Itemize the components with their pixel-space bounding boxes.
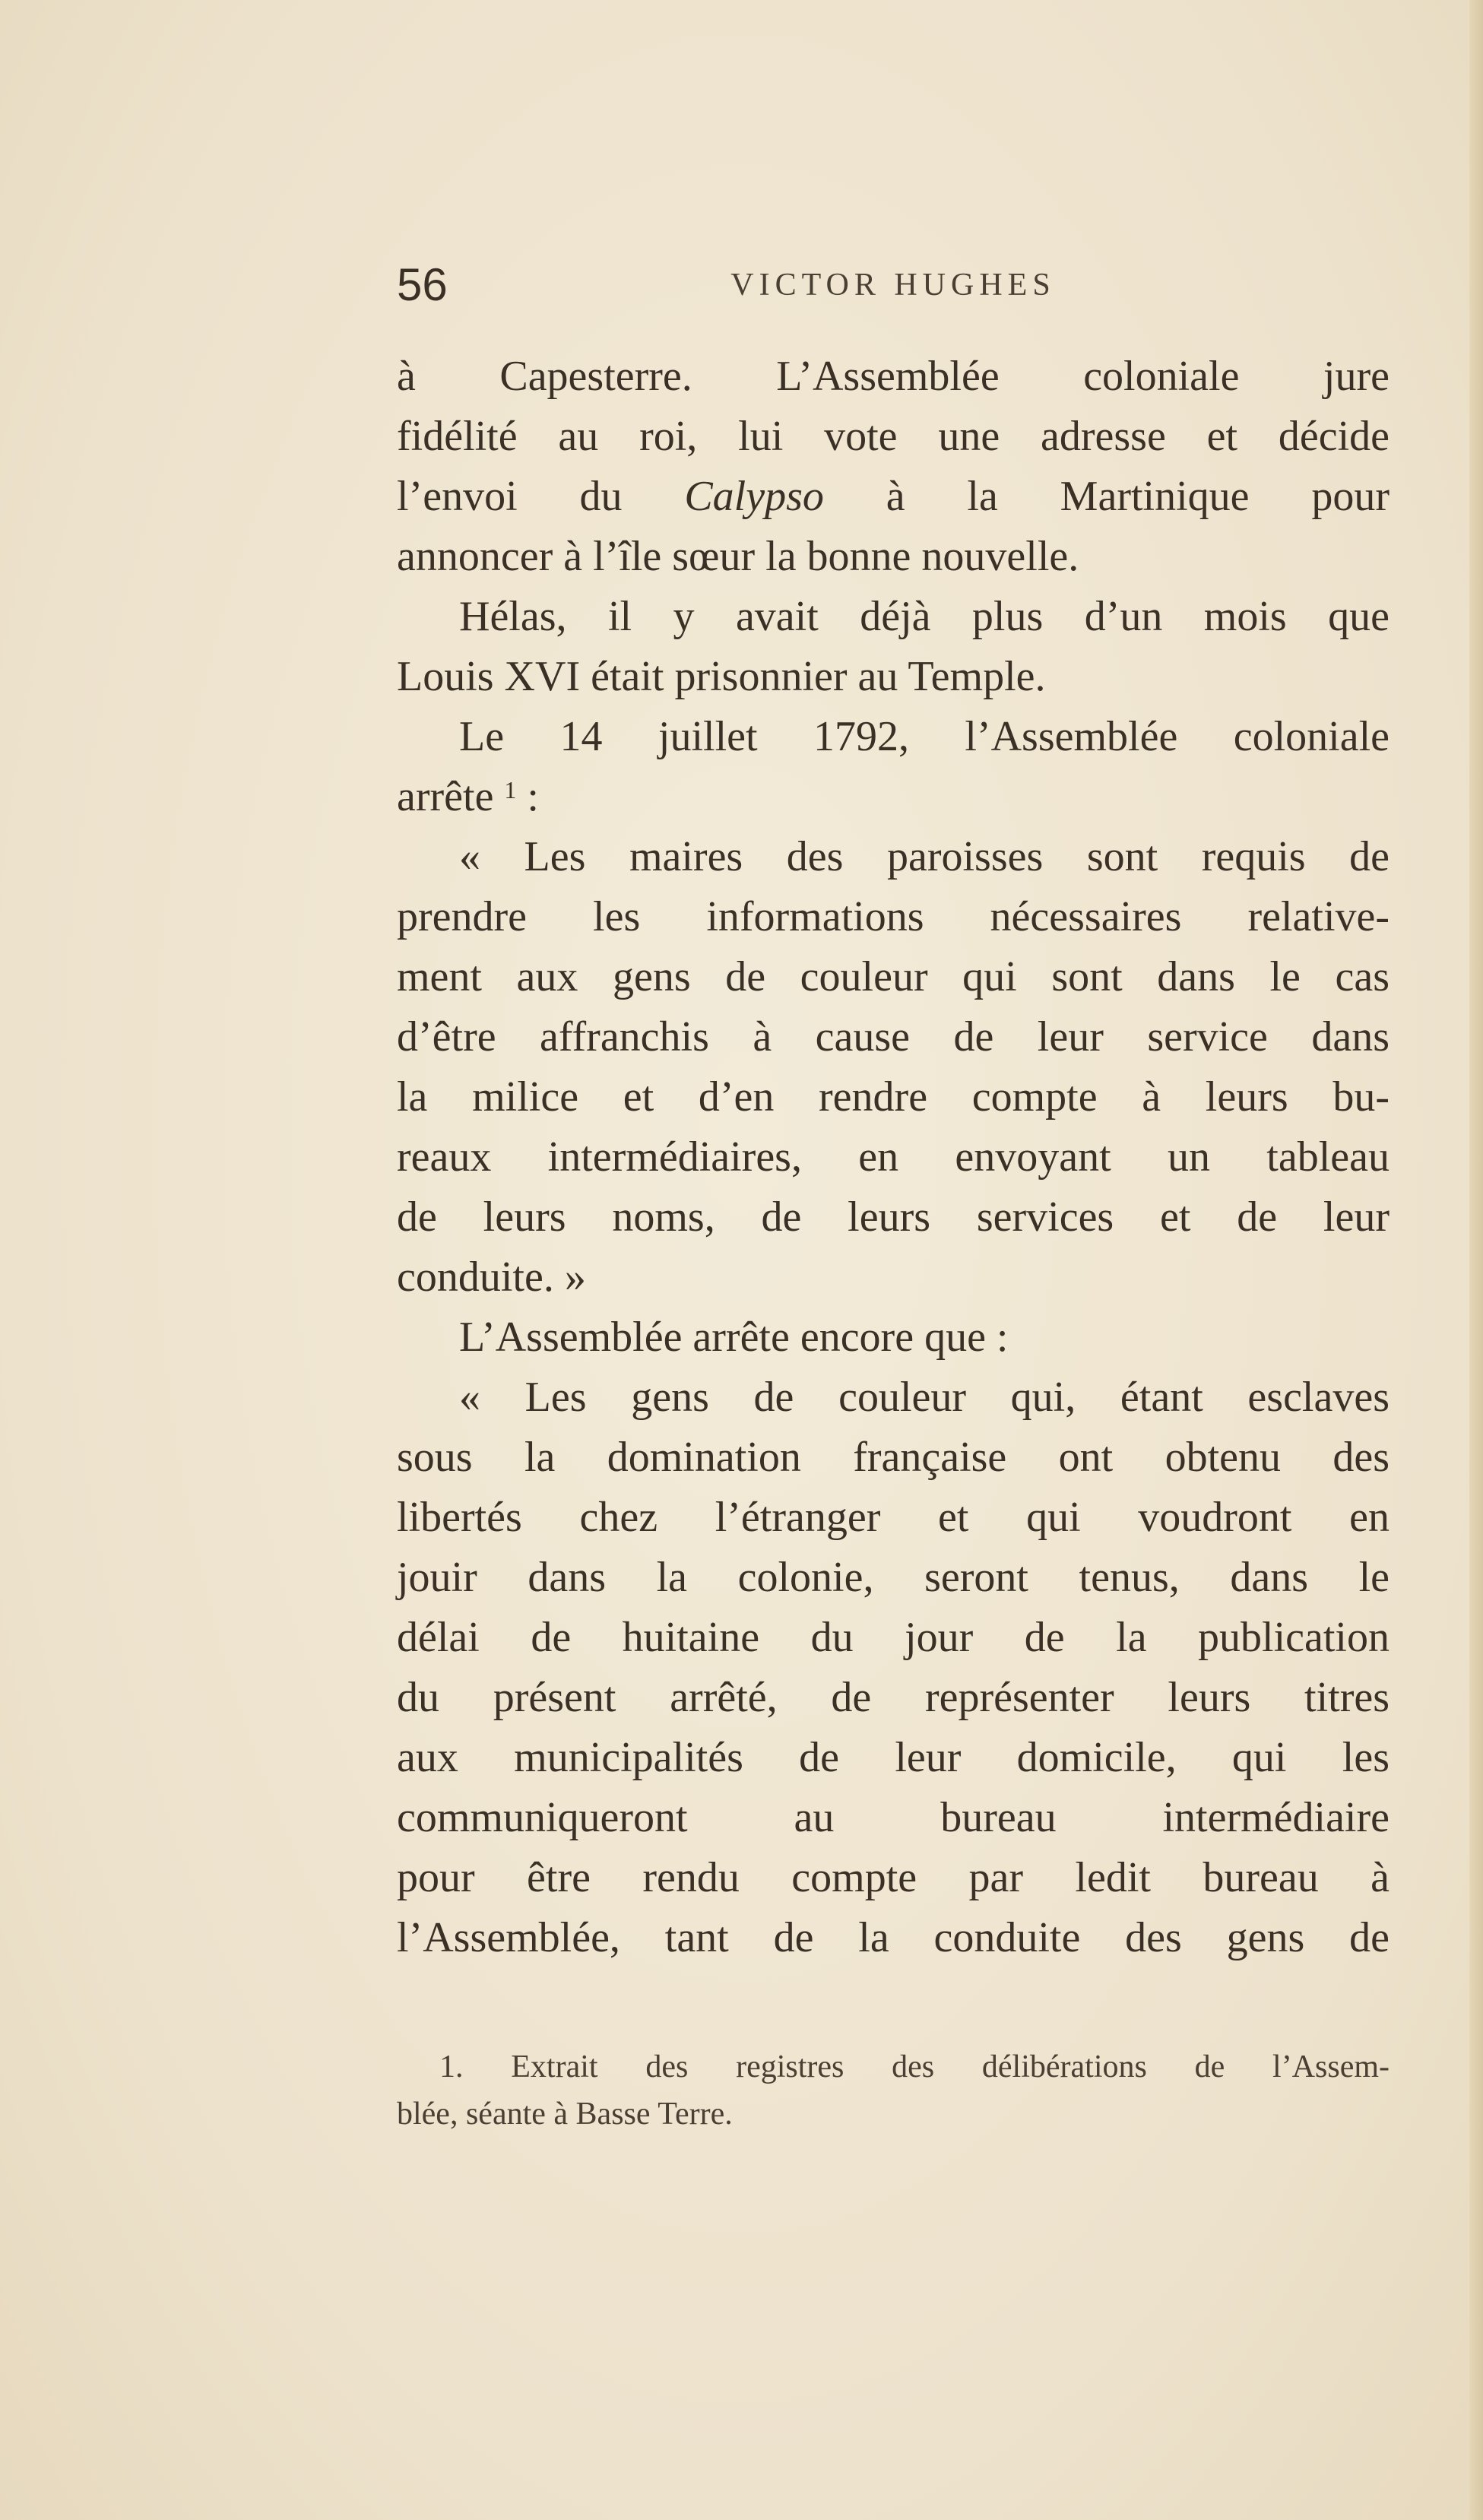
text-line: la milice et d’en rendre compte à leurs bu- xyxy=(397,1073,1390,1121)
text-line xyxy=(397,767,1390,827)
text-span: à la Martinique pour xyxy=(823,473,1390,520)
text-line: prendre les informations nécessaires relative- xyxy=(397,893,1390,940)
text-line: d’être affranchis à cause de leur service dans xyxy=(397,1013,1390,1060)
text-line: délai de huitaine du jour de la publication xyxy=(397,1614,1390,1661)
text-line: à Capesterre. L’Assemblée coloniale jure xyxy=(397,353,1390,400)
text-line: pour être rendu compte par ledit bureau à xyxy=(397,1854,1390,1901)
footnote-line: 1. Extrait des registres des délibérations de l’Assem- xyxy=(439,2049,1390,2084)
body-text xyxy=(397,347,1390,1968)
text-line: Le 14 juillet 1792, l’Assemblée coloniale xyxy=(459,713,1390,760)
text-span: arrête xyxy=(397,773,505,820)
text-span: l’envoi du xyxy=(397,473,685,520)
text-line: reaux intermédiaires, en envoyant un tableau xyxy=(397,1133,1390,1181)
footnote-reference: 1 xyxy=(504,776,517,804)
text-line: de leurs noms, de leurs services et de leur xyxy=(397,1193,1390,1241)
footnote-line: blée, séante à Basse Terre. xyxy=(397,2097,733,2132)
text-line: libertés chez l’étranger et qui voudront en xyxy=(397,1494,1390,1541)
text-span: : xyxy=(516,773,539,820)
page-edge xyxy=(1469,0,1483,2520)
page-header xyxy=(397,251,1390,319)
text-line xyxy=(397,467,1390,527)
page-number: 56 xyxy=(397,259,448,310)
footnote xyxy=(397,2043,1390,2138)
text-line: annoncer à l’île sœur la bonne nouvelle. xyxy=(397,533,1079,580)
text-line: jouir dans la colonie, seront tenus, dans le xyxy=(397,1554,1390,1601)
text-line: Hélas, il y avait déjà plus d’un mois que xyxy=(459,593,1390,640)
text-line: l’Assemblée, tant de la conduite des gens de xyxy=(397,1914,1390,1961)
text-line: du présent arrêté, de représenter leurs titres xyxy=(397,1674,1390,1721)
running-title: VICTOR HUGHES xyxy=(730,268,1056,303)
text-line: aux municipalités de leur domicile, qui les xyxy=(397,1734,1390,1781)
text-line: ment aux gens de couleur qui sont dans le cas xyxy=(397,953,1390,1000)
text-line: Louis XVI était prisonnier au Temple. xyxy=(397,653,1046,700)
text-line: fidélité au roi, lui vote une adresse et décide xyxy=(397,413,1390,460)
text-line: L’Assemblée arrête encore que : xyxy=(459,1314,1009,1361)
ship-name: Calypso xyxy=(684,473,824,520)
text-line: sous la domination française ont obtenu des xyxy=(397,1434,1390,1481)
text-line: communiqueront au bureau intermédiaire xyxy=(397,1794,1390,1841)
text-line: « Les maires des paroisses sont requis de xyxy=(459,833,1390,880)
text-line: « Les gens de couleur qui, étant esclaves xyxy=(459,1374,1390,1421)
text-line: conduite. » xyxy=(397,1254,586,1301)
